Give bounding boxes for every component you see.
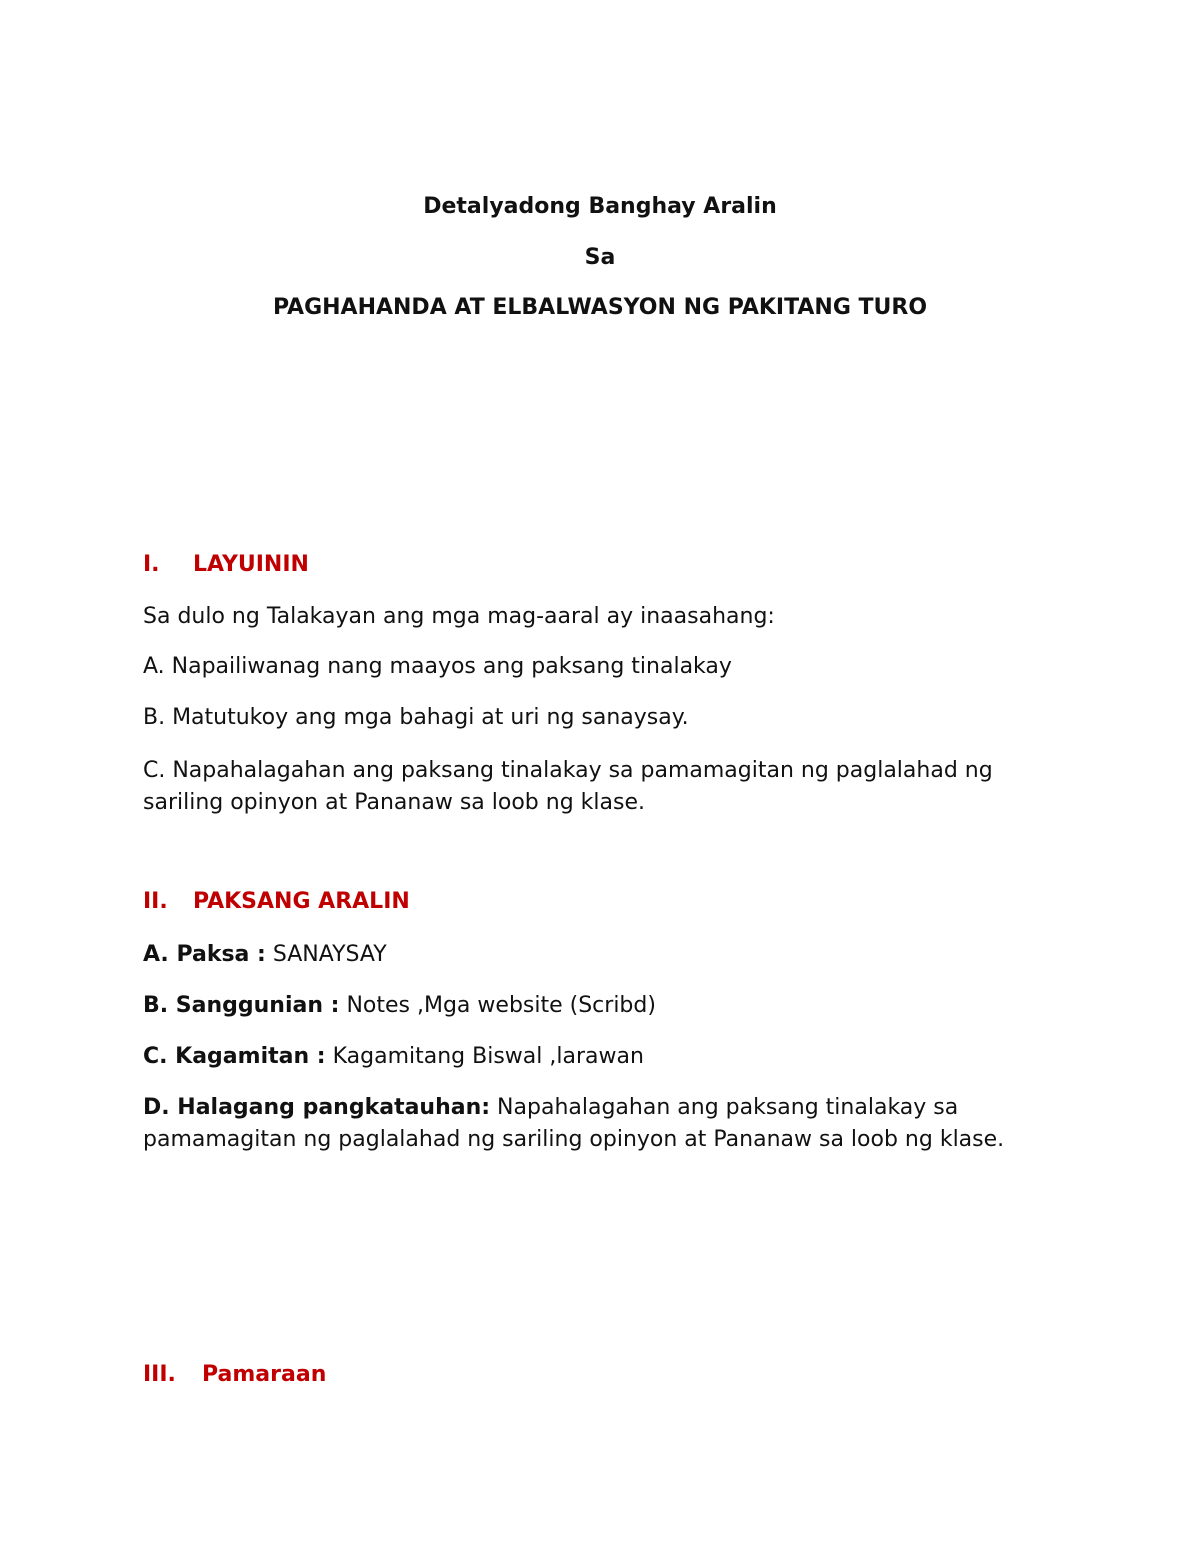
item-label: A. Paksa : bbox=[143, 942, 266, 967]
section-number: II. bbox=[143, 889, 168, 914]
section-heading-pamaraan bbox=[143, 1361, 327, 1389]
section-number: I. bbox=[143, 552, 160, 577]
objective-item-a: A. Napailiwanag nang maayos ang paksang tinalakay bbox=[143, 654, 732, 679]
item-value: SANAYSAY bbox=[265, 942, 387, 967]
topic-item-sanggunian bbox=[143, 990, 1073, 1022]
section-number: III. bbox=[143, 1362, 176, 1387]
document-title: Detalyadong Banghay Aralin bbox=[423, 194, 777, 219]
item-label: C. Kagamitan : bbox=[143, 1044, 326, 1069]
section-heading-paksang-aralin bbox=[143, 888, 410, 916]
item-value: Notes ,Mga website (Scribd) bbox=[339, 993, 656, 1018]
item-value: Kagamitang Biswal ,larawan bbox=[325, 1044, 644, 1069]
section-title: LAYUININ bbox=[193, 552, 309, 577]
item-value: Napahalagahan ang paksang tinalakay sa pamamagitan ng paglalahad ng sariling opinyon at Pananaw sa loob ng klase. bbox=[143, 1095, 1005, 1152]
topic-item-paksa bbox=[143, 939, 1073, 971]
objective-item-b: B. Matutukoy ang mga bahagi at uri ng sanaysay. bbox=[143, 705, 689, 730]
topic-item-kagamitan bbox=[143, 1041, 1073, 1073]
objective-item-c: C. Napahalagahan ang paksang tinalakay sa pamamagitan ng paglalahad ng sariling opinyon at Pananaw sa loob ng klase. bbox=[143, 758, 993, 815]
document-subtitle-topic: PAGHAHANDA AT ELBALWASYON NG PAKITANG TURO bbox=[272, 295, 928, 320]
section-title: Pamaraan bbox=[202, 1362, 327, 1387]
objectives-intro: Sa dulo ng Talakayan ang mga mag-aaral ay inaasahang: bbox=[143, 604, 775, 629]
item-label: D. Halagang pangkatauhan: bbox=[143, 1095, 491, 1120]
item-label: B. Sanggunian : bbox=[143, 993, 340, 1018]
section-title: PAKSANG ARALIN bbox=[193, 889, 410, 914]
document-subtitle-sa: Sa bbox=[584, 245, 616, 270]
section-heading-layuinin bbox=[143, 551, 309, 579]
topic-item-halagang-pangkatauhan bbox=[143, 1092, 1073, 1156]
